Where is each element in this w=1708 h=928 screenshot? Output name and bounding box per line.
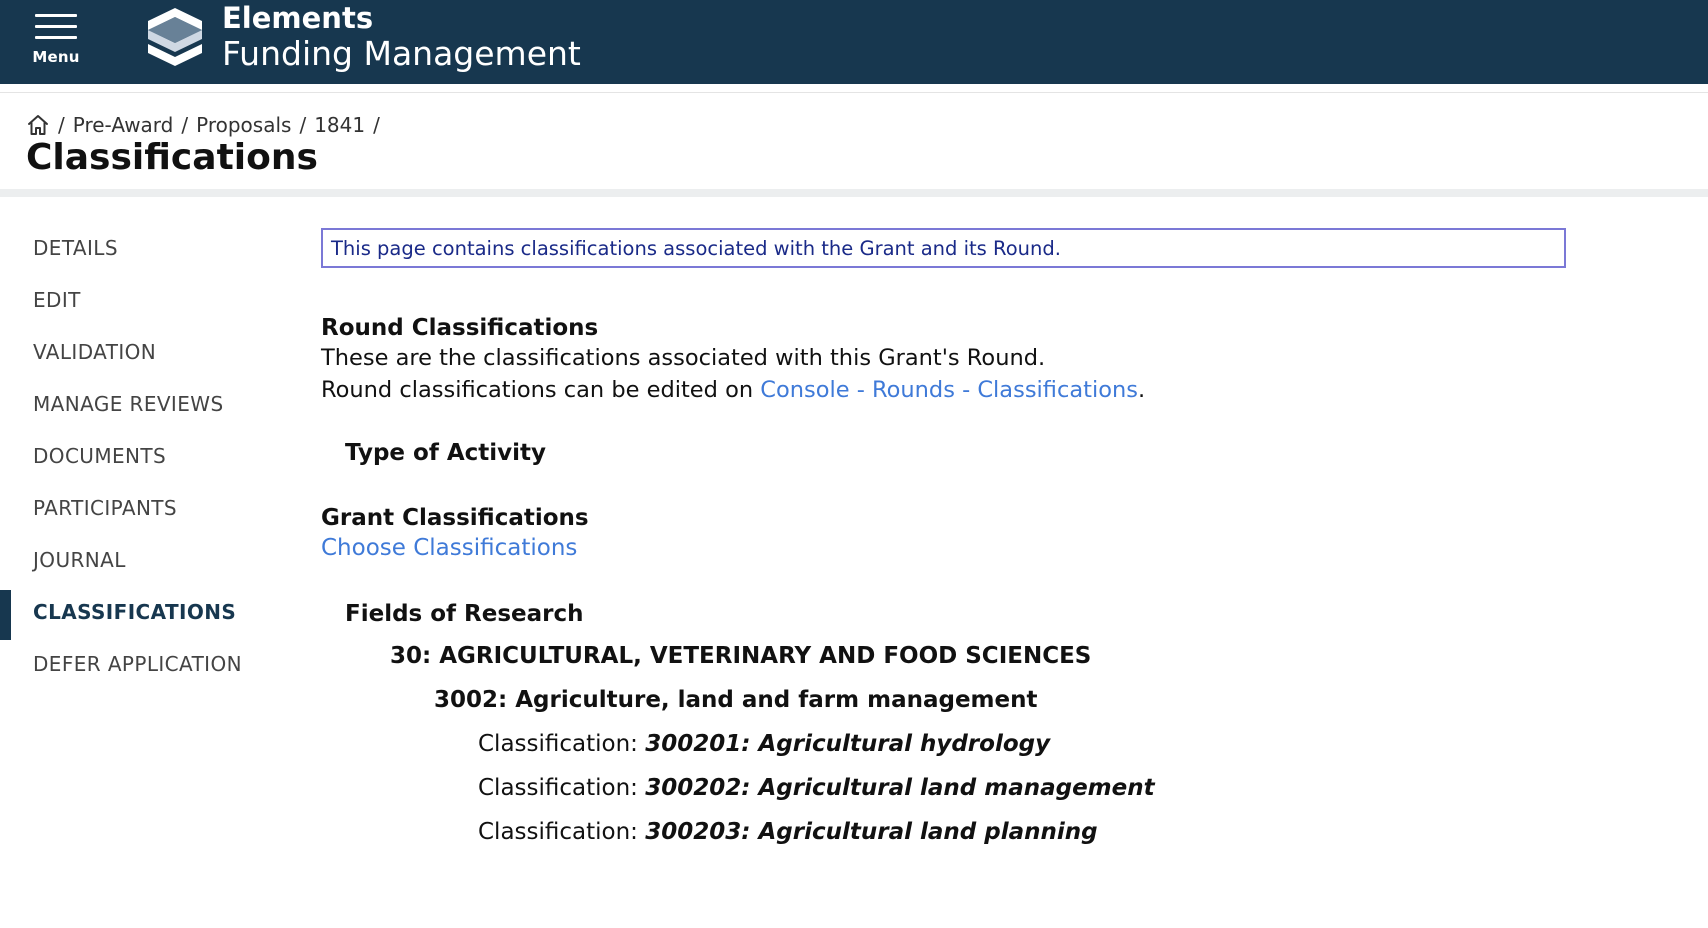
sidebar-item-details[interactable]: DETAILS — [33, 236, 118, 260]
page-title: Classifications — [26, 137, 318, 178]
breadcrumb — [26, 113, 388, 137]
sidebar-item-manage-reviews[interactable]: MANAGE REVIEWS — [33, 392, 224, 416]
console-rounds-classifications-link[interactable]: Console - Rounds - Classifications — [760, 377, 1138, 403]
classification-item — [321, 818, 1571, 846]
round-edit-prefix: Round classifications can be edited on — [321, 377, 761, 403]
menu-button[interactable] — [26, 12, 86, 68]
breadcrumb-pre-award[interactable]: Pre-Award — [72, 113, 174, 137]
classification-value: 300202: Agricultural land management — [645, 775, 1155, 801]
breadcrumb-proposal-id[interactable]: 1841 — [314, 113, 366, 137]
sidebar-item-classifications[interactable]: CLASSIFICATIONS — [0, 590, 300, 642]
choose-classifications-link[interactable]: Choose Classifications — [321, 535, 578, 561]
sidebar-item-validation[interactable]: VALIDATION — [33, 340, 157, 364]
breadcrumb-separator: / — [181, 113, 189, 137]
breadcrumb-proposals[interactable]: Proposals — [196, 113, 292, 137]
top-header — [0, 0, 1708, 84]
menu-label: Menu — [32, 48, 80, 66]
main-content — [321, 228, 1571, 846]
sidebar-item-journal[interactable]: JOURNAL — [33, 548, 126, 572]
round-edit-note — [321, 374, 1571, 406]
brand-subtitle: Funding Management — [222, 34, 581, 73]
classification-prefix: Classification: — [478, 819, 646, 845]
round-classifications-heading: Round Classifications — [321, 315, 599, 341]
classification-value: 300203: Agricultural land planning — [645, 819, 1098, 845]
home-icon[interactable] — [26, 113, 50, 137]
brand-name: Elements — [222, 1, 374, 35]
classification-item — [321, 774, 1571, 802]
breadcrumb-separator: / — [299, 113, 307, 137]
type-of-activity-heading: Type of Activity — [345, 440, 547, 466]
breadcrumb-separator: / — [373, 113, 380, 137]
sidebar-item-documents[interactable]: DOCUMENTS — [33, 444, 167, 468]
round-edit-suffix: . — [1137, 377, 1146, 403]
sidebar-item-edit[interactable]: EDIT — [33, 288, 81, 312]
sidebar-item-participants[interactable]: PARTICIPANTS — [33, 496, 178, 520]
grant-classifications-heading: Grant Classifications — [321, 505, 589, 531]
info-message: This page contains classifications associated with the Grant and its Round. — [321, 228, 1566, 268]
classification-item — [321, 730, 1571, 758]
sidebar-nav — [0, 226, 300, 694]
title-panel — [0, 92, 1708, 197]
classification-prefix: Classification: — [478, 731, 646, 757]
hamburger-icon — [35, 12, 77, 40]
division-item: 30: AGRICULTURAL, VETERINARY AND FOOD SCIENCES — [390, 643, 1092, 669]
classification-value: 300201: Agricultural hydrology — [645, 731, 1051, 757]
round-description: These are the classifications associated with this Grant's Round. — [321, 345, 1046, 371]
classification-prefix: Classification: — [478, 775, 646, 801]
sidebar-item-defer-application[interactable]: DEFER APPLICATION — [33, 652, 242, 676]
breadcrumb-separator: / — [58, 113, 65, 137]
fields-of-research-heading: Fields of Research — [345, 601, 584, 627]
elements-logo-icon — [146, 6, 204, 68]
group-item: 3002: Agriculture, land and farm management — [434, 687, 1038, 713]
